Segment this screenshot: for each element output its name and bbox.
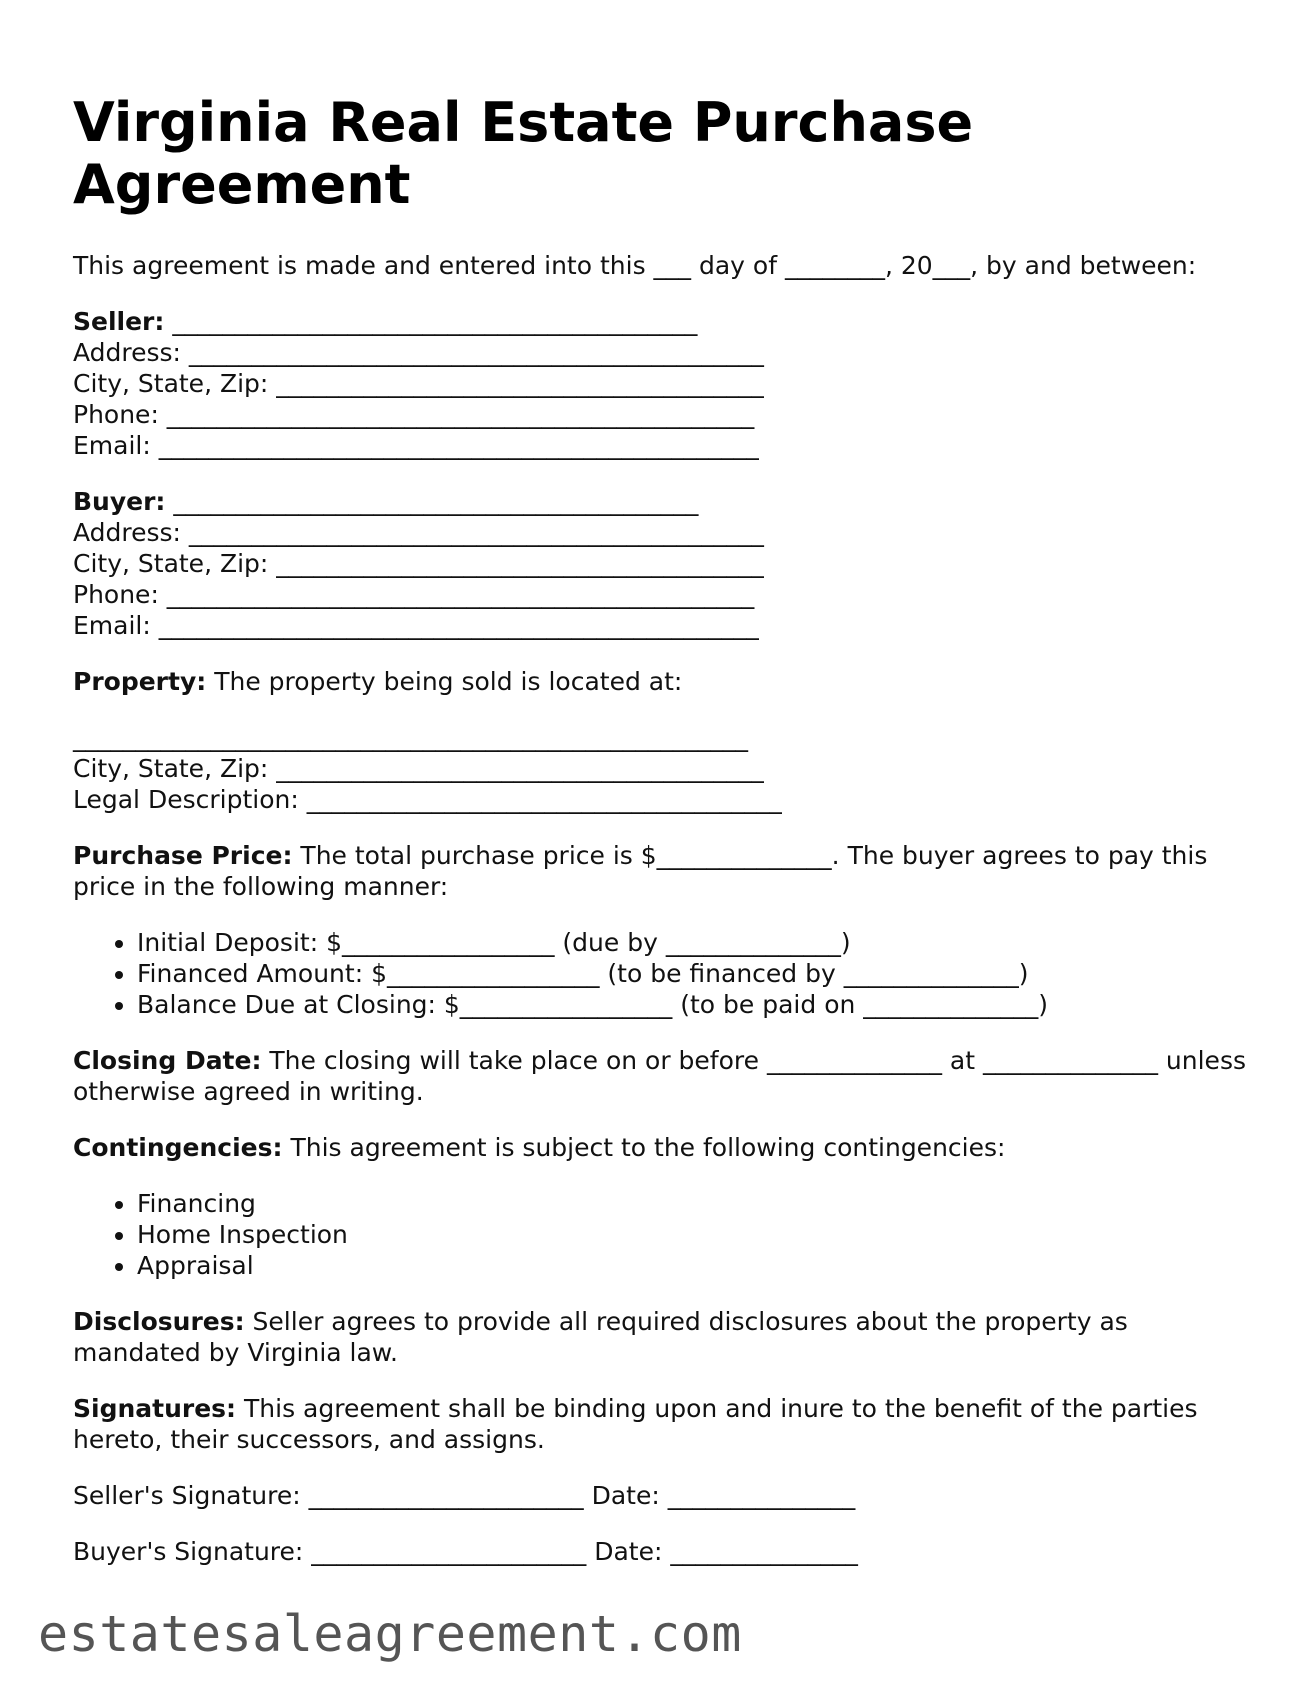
watermark: estatesaleagreement.com	[38, 1605, 742, 1663]
seller-signature-line: Seller's Signature: ______________________ Date: _______________	[73, 1481, 856, 1510]
closing-section	[73, 1045, 1253, 1107]
list-item: • Initial Deposit: $_________________ (due by ______________)	[137, 927, 1253, 958]
list-item: • Financing	[137, 1188, 1253, 1219]
closing-label: Closing Date:	[73, 1046, 262, 1075]
property-intro	[73, 666, 1253, 697]
buyer-label: Buyer:	[73, 487, 166, 516]
signatures-text	[73, 1393, 1253, 1455]
property-legal: Legal Description: ______________________________________	[73, 785, 782, 814]
contingencies-section	[73, 1132, 1253, 1281]
purchase-list	[73, 927, 1253, 1020]
property-address-blank: ______________________________________________________	[73, 723, 748, 752]
purchase-text: The total purchase price is $______________. The buyer agrees to pay this price in the following manner:	[73, 841, 1208, 901]
list-item: • Home Inspection	[137, 1219, 1253, 1250]
buyer-signature-line: Buyer's Signature: ______________________ Date: _______________	[73, 1537, 858, 1566]
purchase-intro	[73, 840, 1253, 902]
seller-phone: Phone: _______________________________________________	[73, 400, 755, 429]
seller-city: City, State, Zip: _______________________________________	[73, 369, 764, 398]
contingencies-intro	[73, 1132, 1253, 1163]
buyer-name-blank: __________________________________________	[165, 487, 699, 516]
seller-name-line	[73, 306, 1253, 337]
purchase-section	[73, 840, 1253, 1020]
seller-label: Seller:	[73, 307, 165, 336]
document	[73, 92, 1253, 1567]
closing-text	[73, 1045, 1253, 1107]
contingencies-text: This agreement is subject to the following contingencies:	[282, 1133, 1006, 1162]
signatures-body: This agreement shall be binding upon and inure to the benefit of the parties hereto, their successors, and assigns.	[73, 1394, 1198, 1454]
list-item: • Appraisal	[137, 1250, 1253, 1281]
property-city: City, State, Zip: _______________________________________	[73, 754, 764, 783]
signatures-section	[73, 1393, 1253, 1567]
disclosures-section	[73, 1306, 1253, 1368]
purchase-label: Purchase Price:	[73, 841, 293, 870]
buyer-address: Address: ______________________________________________	[73, 518, 764, 547]
buyer-name-line	[73, 486, 1253, 517]
buyer-section	[73, 486, 1253, 641]
buyer-city: City, State, Zip: _______________________________________	[73, 549, 764, 578]
seller-address: Address: ______________________________________________	[73, 338, 764, 367]
intro-text: This agreement is made and entered into this ___ day of ________, 20___, by and between:	[73, 251, 1197, 280]
list-item: • Balance Due at Closing: $_________________ (to be paid on ______________)	[137, 989, 1253, 1020]
contingencies-list	[73, 1188, 1253, 1281]
property-label: Property:	[73, 667, 207, 696]
disclosures-label: Disclosures:	[73, 1307, 245, 1336]
buyer-phone: Phone: _______________________________________________	[73, 580, 755, 609]
seller-name-blank: __________________________________________	[164, 307, 698, 336]
disclosures-text	[73, 1306, 1253, 1368]
seller-section	[73, 306, 1253, 461]
buyer-email: Email: ________________________________________________	[73, 611, 759, 640]
closing-body: The closing will take place on or before ______________ at ______________ unless otherwise agreed in writing.	[73, 1046, 1246, 1106]
property-section	[73, 666, 1253, 815]
page-title: Virginia Real Estate Purchase Agreement	[73, 91, 974, 216]
contingencies-label: Contingencies:	[73, 1133, 283, 1162]
seller-email: Email: ________________________________________________	[73, 431, 759, 460]
list-item: • Financed Amount: $_________________ (to be financed by ______________)	[137, 958, 1253, 989]
property-text: The property being sold is located at:	[206, 667, 683, 696]
signatures-label: Signatures:	[73, 1394, 237, 1423]
disclosures-body: Seller agrees to provide all required disclosures about the property as mandated by Virginia law.	[73, 1307, 1128, 1367]
